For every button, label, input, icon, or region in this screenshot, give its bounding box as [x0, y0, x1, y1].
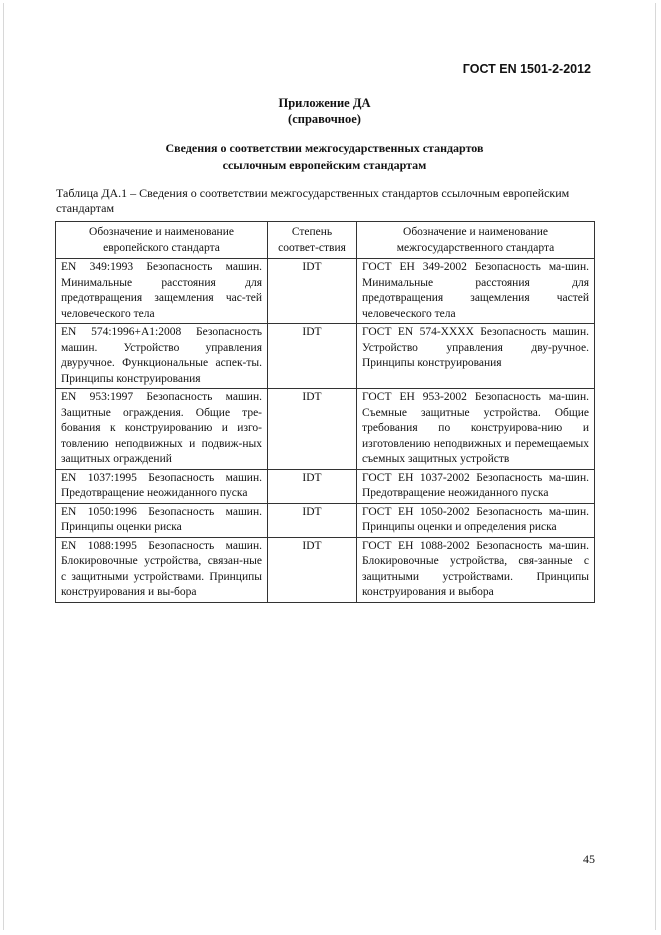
table-row — [56, 259, 595, 324]
cell-interstate-standard: ГОСТ ЕН 1088-2002 Безопасность ма-шин. Блокировочные устройства, свя-занные с защитными устройствами. Принципы конструирования и выбора — [357, 537, 595, 602]
column-header-european: Обозначение и наименование европейского стандарта — [56, 222, 268, 259]
appendix-subtitle: (справочное) — [288, 112, 361, 126]
section-title-line-2: ссылочным европейским стандартам — [222, 158, 427, 172]
table-row — [56, 389, 595, 470]
document-header: ГОСТ EN 1501-2-2012 — [462, 62, 591, 76]
cell-interstate-standard: ГОСТ ЕН 1037-2002 Безопасность ма-шин. Предотвращение неожиданного пуска — [357, 469, 595, 503]
cell-degree: IDT — [268, 469, 357, 503]
table-row — [56, 469, 595, 503]
cell-european-standard: EN 574:1996+A1:2008 Безопасность машин. Устройство управления двуручное. Функциональные аспек-ты. Принципы конструирования — [56, 324, 268, 389]
table-row — [56, 324, 595, 389]
correspondence-table — [55, 221, 595, 603]
page-number: 45 — [583, 852, 595, 866]
column-header-interstate: Обозначение и наименование межгосударственного стандарта — [357, 222, 595, 259]
cell-degree: IDT — [268, 259, 357, 324]
table-row — [56, 503, 595, 537]
column-header-degree: Степень соответ-ствия — [268, 222, 357, 259]
cell-degree: IDT — [268, 503, 357, 537]
cell-european-standard: EN 953:1997 Безопасность машин. Защитные ограждения. Общие тре-бования к конструированию и изго-товлению неподвижных и подвиж-ных защитных ограждений — [56, 389, 268, 470]
cell-degree: IDT — [268, 389, 357, 470]
section-title-line-1: Сведения о соответствии межгосударственных стандартов — [165, 141, 484, 155]
cell-degree: IDT — [268, 324, 357, 389]
cell-european-standard: EN 349:1993 Безопасность машин. Минимальные расстояния для предотвращения защемления час-тей человеческого тела — [56, 259, 268, 324]
appendix-title: Приложение ДА — [278, 96, 371, 110]
table-caption: Таблица ДА.1 – Сведения о соответствии межгосударственных стандартов ссылочным европейским стандартам — [56, 186, 570, 215]
cell-interstate-standard: ГОСТ ЕН 953-2002 Безопасность ма-шин. Съемные защитные устройства. Общие требования по конструирова-нию и изготовлению неподвижных и перемещаемых съемных защитных устройств — [357, 389, 595, 470]
table-header-row — [56, 222, 595, 259]
cell-european-standard: EN 1037:1995 Безопасность машин. Предотвращение неожиданного пуска — [56, 469, 268, 503]
cell-interstate-standard: ГОСТ EN 574-XXXX Безопасность машин. Устройство управления дву-ручное. Принципы конструирования — [357, 324, 595, 389]
cell-interstate-standard: ГОСТ ЕН 1050-2002 Безопасность ма-шин. Принципы оценки и определения риска — [357, 503, 595, 537]
cell-degree: IDT — [268, 537, 357, 602]
appendix-heading — [0, 95, 649, 127]
table-row — [56, 537, 595, 602]
cell-interstate-standard: ГОСТ ЕН 349-2002 Безопасность ма-шин. Минимальные расстояния для предотвращения защемления частей человеческого тела — [357, 259, 595, 324]
cell-european-standard: EN 1088:1995 Безопасность машин. Блокировочные устройства, связан-ные с защитными устройствами. Принципы конструирования и вы-бора — [56, 537, 268, 602]
cell-european-standard: EN 1050:1996 Безопасность машин. Принципы оценки риска — [56, 503, 268, 537]
section-title — [0, 140, 649, 174]
